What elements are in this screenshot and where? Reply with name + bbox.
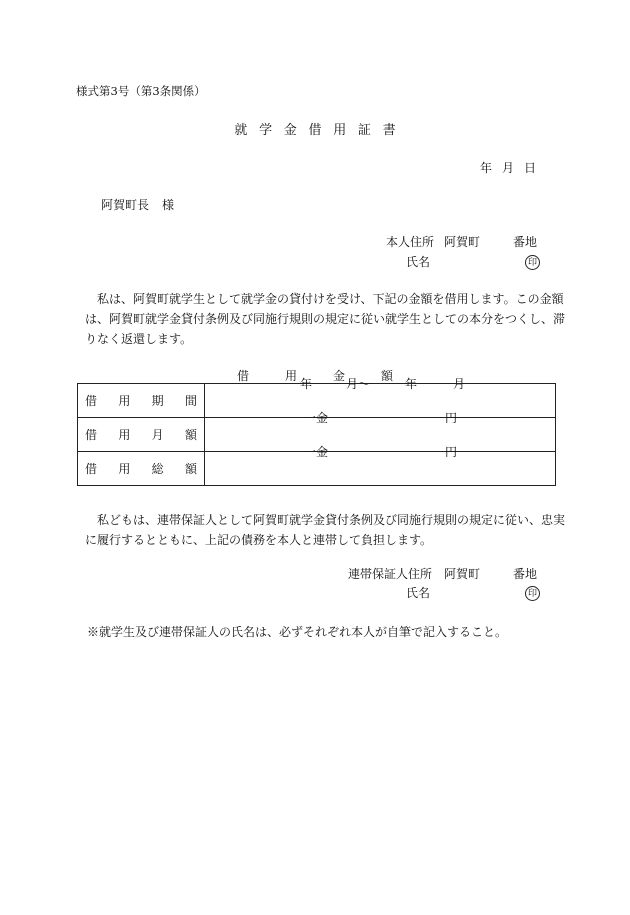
total-amount-label (78, 452, 205, 486)
amount-heading (0, 370, 630, 382)
signature-note: ※就学生及び連帯保証人の氏名は、必ずそれぞれ本人が自筆で記入すること。 (87, 625, 508, 639)
total-amount-yen: 円 (445, 445, 458, 459)
label-char: 額 (184, 461, 197, 476)
label-char: 間 (184, 393, 197, 408)
borrower-seal-mark: 印 (525, 255, 540, 270)
loan-amount-table (77, 377, 556, 486)
monthly-amount-value[interactable] (205, 411, 556, 452)
guarantor-name-label: 氏名 (406, 586, 431, 600)
form-number: 様式第3号（第3条関係） (76, 84, 206, 98)
period-end-year: 年 (405, 377, 418, 391)
table-row-total (78, 452, 556, 486)
label-char: 期 (151, 393, 164, 408)
guarantor-statement: 私どもは、連帯保証人として阿賀町就学金貸付条例及び同施行規則の規定に従い、忠実に履行するとともに、上記の債務を本人と連帯して負担します。 (85, 513, 566, 547)
guarantor-seal-mark: 印 (525, 586, 540, 601)
addressee-honorific: 様 (162, 198, 175, 212)
amount-heading-char: 用 (284, 369, 297, 383)
date-day: 日 (524, 161, 537, 175)
borrower-name-label: 氏名 (406, 255, 431, 269)
monthly-amount-prefix: 一金 (304, 411, 329, 425)
label-char: 総 (151, 461, 164, 476)
document-title: 就学金借用証書 (234, 123, 408, 138)
label-char: 用 (118, 393, 131, 408)
addressee-name: 阿賀町長 (101, 198, 150, 212)
loan-period-value[interactable] (205, 377, 556, 418)
label-char: 借 (85, 461, 98, 476)
amount-heading-char: 額 (381, 369, 394, 383)
total-amount-prefix: 一金 (304, 445, 329, 459)
monthly-amount-yen: 円 (445, 411, 458, 425)
period-start-year: 年 (300, 377, 313, 391)
label-char: 月 (151, 427, 164, 442)
borrower-address-label: 本人住所 (386, 235, 435, 249)
addressee (101, 199, 174, 211)
monthly-amount-label (78, 418, 205, 452)
amount-heading-char: 借 (236, 369, 249, 383)
borrower-banchi: 番地 (513, 235, 538, 249)
guarantor-address-label: 連帯保証人住所 (348, 567, 433, 581)
label-char: 用 (118, 427, 131, 442)
borrower-statement: 私は、阿賀町就学生として就学金の貸付けを受け、下記の金額を借用します。この金額は、阿賀町就学金貸付条例及び同施行規則の規定に従い就学生としての本分をつくし、滞りなく返還します。 (85, 292, 566, 346)
borrower-town: 阿賀町 (444, 235, 481, 249)
date-year: 年 (480, 161, 493, 175)
label-char: 額 (184, 427, 197, 442)
guarantor-banchi: 番地 (513, 567, 538, 581)
period-start-month: 月～ (346, 377, 371, 391)
guarantor-town: 阿賀町 (444, 567, 481, 581)
label-char: 借 (85, 393, 98, 408)
date-line (480, 162, 536, 174)
loan-period-label (78, 384, 205, 418)
date-month: 月 (502, 161, 515, 175)
label-char: 借 (85, 427, 98, 442)
period-end-month: 月 (453, 377, 466, 391)
label-char: 用 (118, 461, 131, 476)
total-amount-value[interactable] (205, 445, 556, 486)
amount-heading-char: 金 (333, 369, 346, 383)
